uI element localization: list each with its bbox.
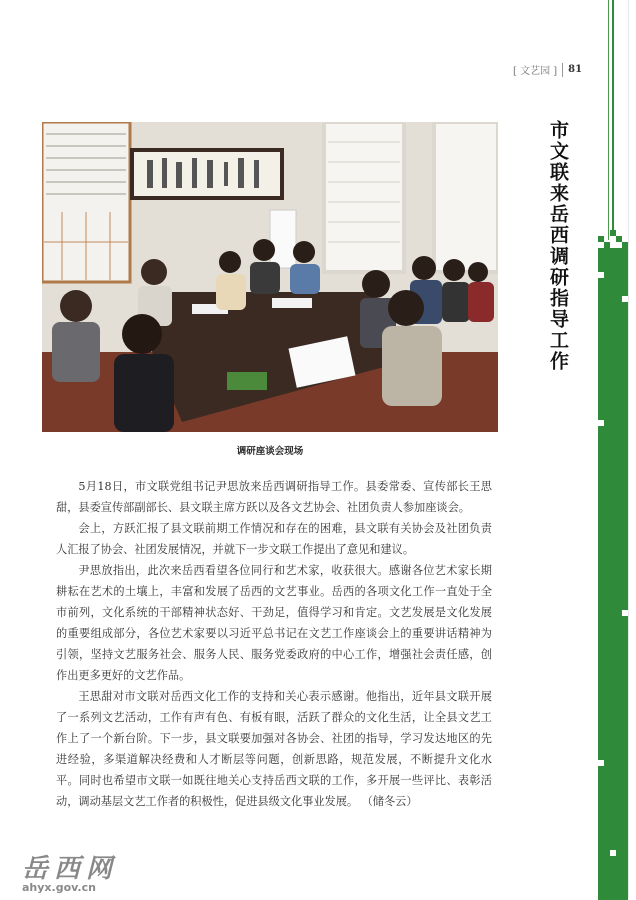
bar-pixel-light bbox=[622, 610, 628, 616]
bar-main-block bbox=[598, 248, 628, 900]
watermark-logo: 岳西网 bbox=[22, 854, 119, 884]
paragraph: 王思甜对市文联对岳西文化工作的支持和关心表示感谢。他指出，近年县文联开展了一系列文艺活动，工作有声有色、有板有眼，活跃了群众的文化生活，让全县文艺工作上了一个新台阶。下一步，县文联要加强对各协会、社团的指导，学习发达地区的先进经验，多渠道解决经费和人才断层等问题，创新思路，规范发展，不断提升文化水平。同时也希望市文联一如既往地关心支持岳西文联的工作，多开展一些评比、表彰活动，调动基层文艺工作者的积极性，促进县级文化事业发展。 （储冬云） bbox=[56, 690, 492, 808]
bar-top-line-2 bbox=[612, 0, 614, 235]
page-number: 81 bbox=[568, 64, 583, 75]
green-side-bar bbox=[598, 0, 628, 900]
page-header bbox=[513, 62, 582, 77]
photo-caption: 调研座谈会现场 bbox=[236, 446, 304, 457]
bar-pixel bbox=[622, 242, 628, 248]
watermark-url: ahyx.gov.cn bbox=[22, 881, 96, 894]
bar-pixel-light bbox=[622, 296, 628, 302]
bar-pixel-light bbox=[598, 760, 604, 766]
header-divider bbox=[562, 63, 563, 77]
article-title: 市文联来岳西调研指导工作 bbox=[547, 120, 569, 372]
article-body bbox=[56, 476, 492, 812]
paragraph: 尹思放指出，此次来岳西看望各位同行和艺术家，收获很大。感谢各位艺术家长期耕耘在艺术的土壤上，丰富和发展了岳西的文艺事业。岳西的各项文化工作一直处于全市前列，文化系统的干部精神状态好、干劲足，值得学习和肯定。文艺发展是文化发展的重要组成部分，各位艺术家要以习近平总书记在文艺工作座谈会上的重要讲话精神为引领，坚持文艺服务社会、服务人民、服务党委政府的中心工作，增强社会责任感，创作出更多更好的文艺作品。 bbox=[56, 564, 492, 682]
site-watermark bbox=[22, 848, 118, 894]
bar-pixel bbox=[604, 242, 610, 248]
bar-pixel-light bbox=[598, 272, 604, 278]
bar-top-line bbox=[608, 0, 609, 240]
paragraph: 5月18日，市文联党组书记尹思放来岳西调研指导工作。县委常委、宣传部长王思甜，县委宣传部副部长、县文联主席方跃以及各文艺协会、社团负责人参加座谈会。 bbox=[56, 480, 492, 514]
bar-pixel-light bbox=[598, 420, 604, 426]
meeting-photo-illustration bbox=[42, 122, 498, 432]
meeting-photo bbox=[42, 122, 498, 432]
bar-pixel-light bbox=[610, 850, 616, 856]
bar-pixel bbox=[610, 230, 616, 236]
section-label: [ 文艺园 ] bbox=[513, 66, 558, 77]
paragraph: 会上，方跃汇报了县文联前期工作情况和存在的困难，县文联有关协会及社团负责人汇报了协会、社团发展情况，并就下一步文联工作提出了意见和建议。 bbox=[56, 522, 492, 556]
